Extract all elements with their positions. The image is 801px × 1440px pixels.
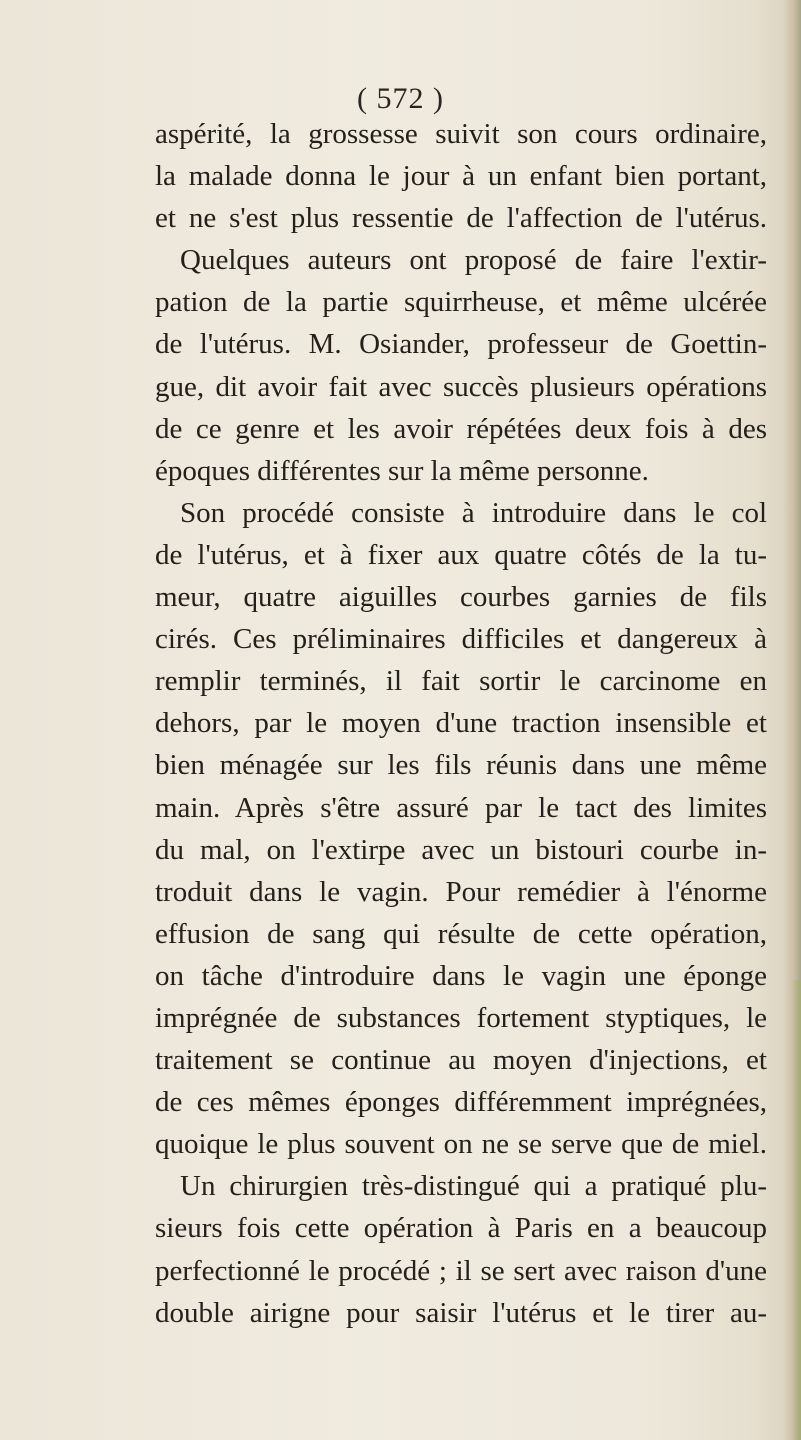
text-line: Quelques auteurs ont proposé de faire l'extir- — [180, 244, 767, 277]
text-line: remplir terminés, il fait sortir le carcinome en — [155, 665, 767, 698]
text-line: traitement se continue au moyen d'injections, et — [155, 1044, 767, 1077]
text-line: sieurs fois cette opération à Paris en a beaucoup — [155, 1212, 767, 1245]
text-line: pation de la partie squirrheuse, et même ulcérée — [155, 286, 767, 319]
page-edge-stain — [791, 980, 801, 1440]
text-line: gue, dit avoir fait avec succès plusieurs opérations — [155, 370, 767, 403]
body-text — [155, 84, 767, 1334]
text-line: main. Après s'être assuré par le tact des limites — [155, 791, 767, 824]
text-line: la malade donna le jour à un enfant bien portant, — [155, 160, 767, 193]
text-line: imprégnée de substances fortement styptiques, le — [155, 1001, 767, 1034]
text-line: Un chirurgien très-distingué qui a pratiqué plu- — [180, 1170, 767, 1203]
text-line: meur, quatre aiguilles courbes garnies de fils — [155, 581, 767, 614]
text-line: effusion de sang qui résulte de cette opération, — [155, 917, 767, 950]
text-line: et ne s'est plus ressentie de l'affection de l'utérus. — [155, 202, 767, 235]
text-line: perfectionné le procédé ; il se sert avec raison d'une — [155, 1254, 767, 1287]
text-line: aspérité, la grossesse suivit son cours ordinaire, — [155, 118, 767, 150]
text-line: bien ménagée sur les fils réunis dans une même — [155, 749, 767, 782]
text-line: Son procédé consiste à introduire dans le col — [180, 496, 767, 529]
text-line: de ce genre et les avoir répétées deux fois à des — [155, 412, 767, 445]
text-line: quoique le plus souvent on ne se serve que de miel. — [155, 1128, 767, 1161]
text-line: double airigne pour saisir l'utérus et le tirer au- — [155, 1296, 767, 1329]
text-line: de l'utérus. M. Osiander, professeur de Goettin- — [155, 328, 767, 361]
text-line: du mal, on l'extirpe avec un bistouri courbe in- — [155, 833, 767, 866]
text-line: dehors, par le moyen d'une traction insensible et — [155, 707, 767, 740]
text-line: on tâche d'introduire dans le vagin une éponge — [155, 959, 767, 992]
text-line: de ces mêmes éponges différemment imprégnées, — [155, 1086, 767, 1119]
text-line: troduit dans le vagin. Pour remédier à l'énorme — [155, 875, 767, 908]
text-line: de l'utérus, et à fixer aux quatre côtés de la tu- — [155, 538, 767, 571]
text-line: époques différentes sur la même personne. — [155, 454, 649, 487]
page-number: ( 572 ) — [357, 82, 444, 115]
text-line: cirés. Ces préliminaires difficiles et dangereux à — [155, 623, 767, 656]
